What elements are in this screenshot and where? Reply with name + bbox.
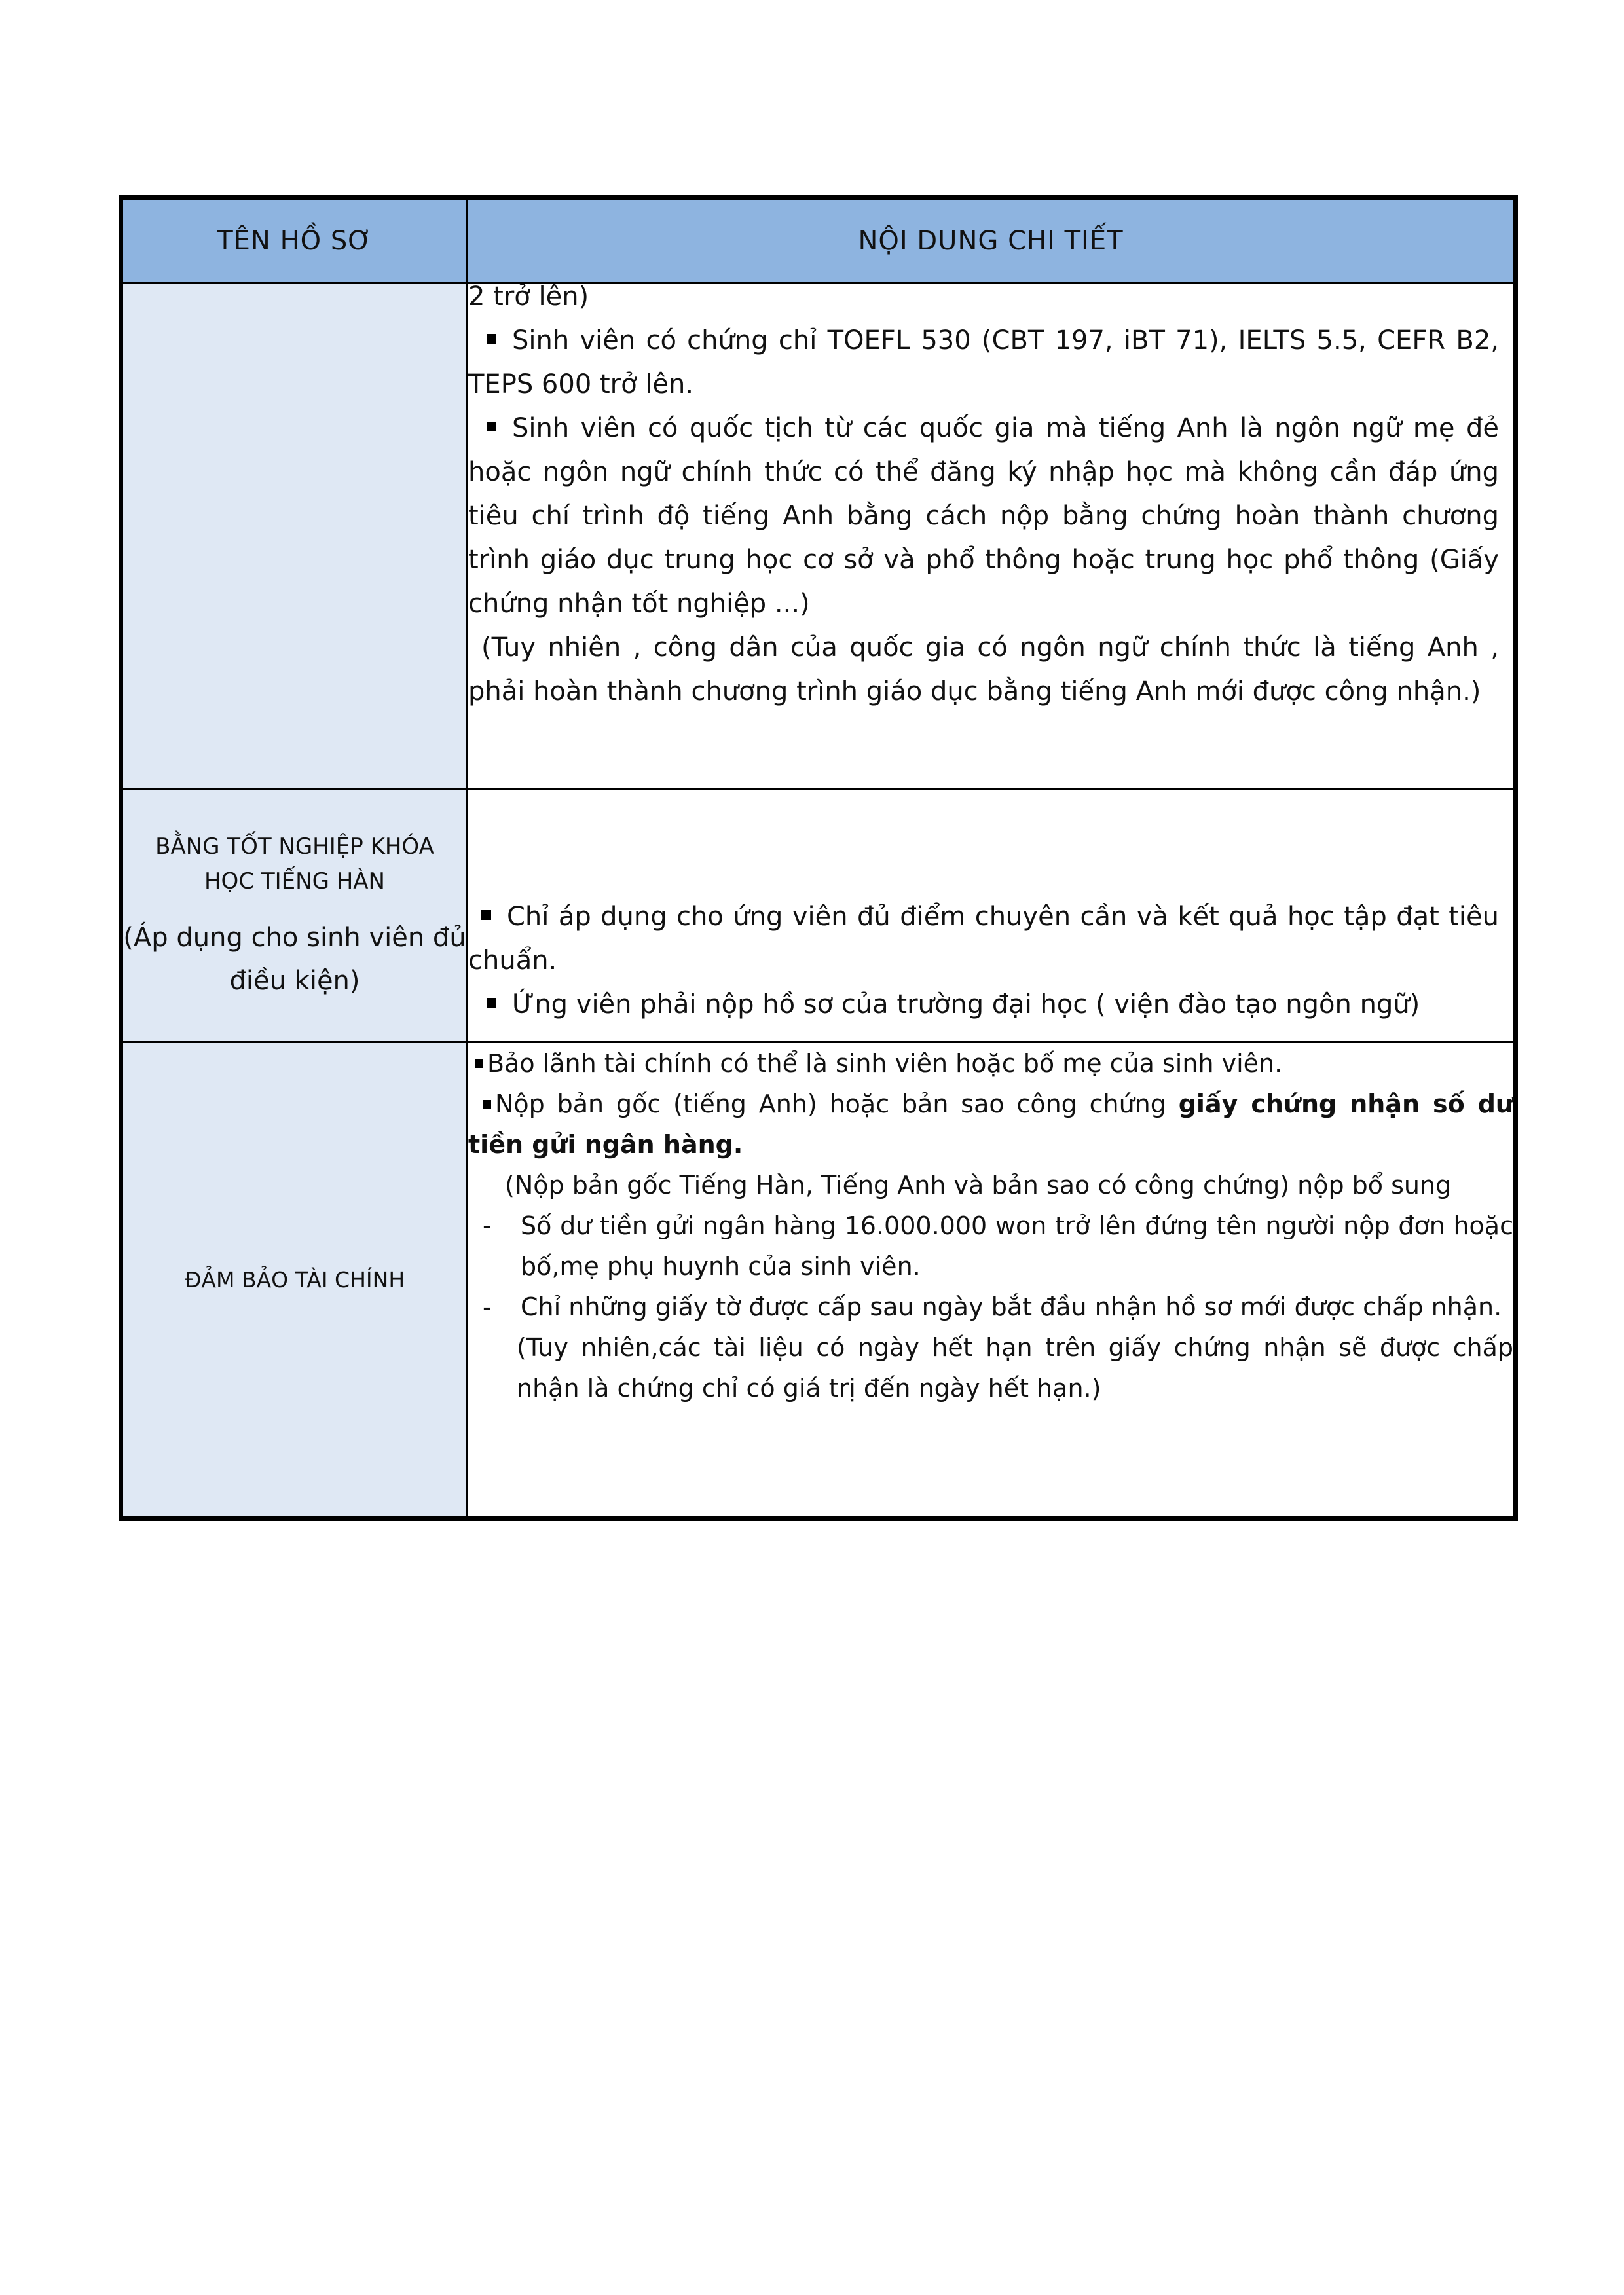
header-detail-content: NỘI DUNG CHI TIẾT: [468, 198, 1516, 284]
square-bullet-icon: [487, 422, 496, 431]
square-bullet-icon: [487, 998, 496, 1008]
row3-sub-note: (Nộp bản gốc Tiếng Hàn, Tiếng Anh và bản sao có công chứng) nộp bổ sung: [505, 1171, 1452, 1200]
row3-name-cell: ĐẢM BẢO TÀI CHÍNH: [121, 1042, 468, 1519]
row2-bullet-1: Chỉ áp dụng cho ứng viên đủ điểm chuyên cần và kết quả học tập đạt tiêu chuẩn.: [468, 902, 1499, 976]
row2-detail-cell: [468, 790, 1516, 1042]
square-bullet-icon: [483, 1100, 491, 1109]
row2-name-cell: [121, 790, 468, 1042]
row2-name-note: (Áp dụng cho sinh viên đủ điều kiện): [123, 922, 466, 996]
row3-dash-1: - Số dư tiền gửi ngân hàng 16.000.000 won trở lên đứng tên người nộp đơn hoặc bố,mẹ phụ huynh của sinh viên.: [468, 1205, 1513, 1287]
requirements-table: [119, 195, 1518, 1521]
row2-name-title: BẰNG TỐT NGHIỆP KHÓA HỌC TIẾNG HÀN: [155, 833, 434, 894]
row3-bullet-1: Bảo lãnh tài chính có thể là sinh viên hoặc bố mẹ của sinh viên.: [468, 1043, 1513, 1084]
row1-name-cell: [121, 284, 468, 790]
dash-marker: -: [483, 1293, 492, 1321]
row3-bullet-2-bold: giấy chứng nhận số dư tiền gửi ngân hàng.: [468, 1090, 1513, 1159]
dash-marker: -: [483, 1211, 492, 1240]
row1-continued-line: 2 trở lên): [468, 282, 589, 312]
row1-note: (Tuy nhiên , công dân của quốc gia có ngôn ngữ chính thức là tiếng Anh , phải hoàn thành chương trình giáo dục bằng tiếng Anh mới được công nhận.): [468, 633, 1499, 707]
row3-detail-cell: [468, 1042, 1516, 1519]
row1-bullet-1: Sinh viên có chứng chỉ TOEFL 530 (CBT 197, iBT 71), IELTS 5.5, CEFR B2, TEPS 600 trở lên.: [468, 325, 1499, 399]
row1-detail-cell: [468, 284, 1516, 790]
header-document-name: TÊN HỒ SƠ: [121, 198, 468, 284]
square-bullet-icon: [487, 334, 496, 344]
row2-bullet-2: Ứng viên phải nộp hồ sơ của trường đại học ( viện đào tạo ngôn ngữ): [468, 983, 1499, 1027]
table-row: [121, 1042, 1516, 1519]
square-bullet-icon: [481, 910, 491, 920]
square-bullet-icon: [475, 1059, 483, 1068]
row3-bullet-2: Nộp bản gốc (tiếng Anh) hoặc bản sao công chứng giấy chứng nhận số dư tiền gửi ngân hàng.: [468, 1090, 1513, 1159]
table-header-row: [121, 198, 1516, 284]
row3-dash-2: - Chỉ những giấy tờ được cấp sau ngày bắt đầu nhận hồ sơ mới được chấp nhận.: [468, 1287, 1513, 1327]
row1-bullet-2: Sinh viên có quốc tịch từ các quốc gia mà tiếng Anh là ngôn ngữ mẹ đẻ hoặc ngôn ngữ chính thức có thể đăng ký nhập học mà không cần đáp ứng tiêu chí trình độ tiếng Anh bằng cách nộp bằng chứng hoàn thành chương trình giáo dục trung học cơ sở và phổ thông hoặc trung học phổ thông (Giấy chứng nhận tốt nghiệp ...): [468, 413, 1499, 619]
table-row: [121, 790, 1516, 1042]
row3-final-note: (Tuy nhiên,các tài liệu có ngày hết hạn trên giấy chứng nhận sẽ được chấp nhận là chứng chỉ có giá trị đến ngày hết hạn.): [517, 1333, 1513, 1403]
table-row: [121, 284, 1516, 790]
